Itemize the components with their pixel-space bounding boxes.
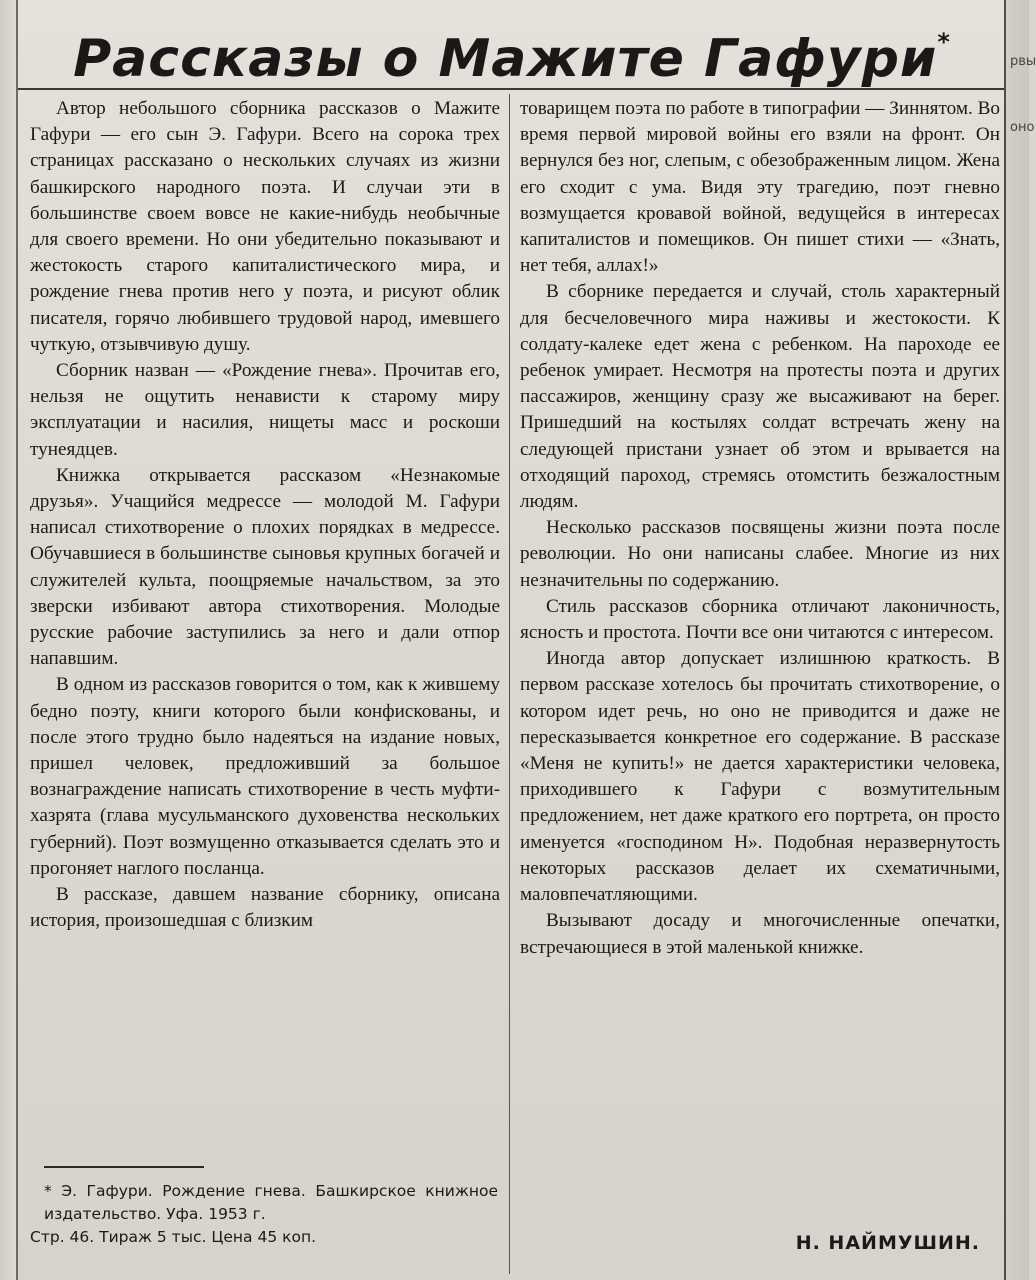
right-column (520, 96, 1000, 961)
paragraph: Несколько рассказов посвящены жизни поэта после революции. Но они написаны слабее. Многие из них незначительны по содержанию. (520, 517, 1000, 591)
paragraph: Стиль рассказов сборника отличают лаконичность, ясность и простота. Почти все они читаются с интересом. (520, 595, 1000, 644)
margin-fragment: оно (1010, 120, 1035, 135)
author-signature: Н. НАЙМУШИН. (795, 1232, 980, 1254)
paragraph: Иногда автор допускает излишнюю краткость. В первом рассказе хотелось бы прочитать стихотворение, о котором идет речь, но оно не приводится и даже не пересказывается конкретное его содержание. В рассказе «Меня не купить!» не дается характеристики человека, приходившего к Гафури с возмутительным предложением, нет даже краткого его портрета, он просто именуется «господином Н». Подобная неразвернутость некоторых рассказов делает их схематичными, маловпечатляющими. (520, 648, 1000, 906)
left-column (30, 96, 500, 935)
adjacent-page-strip (1004, 0, 1036, 1280)
footnote-rule (44, 1166, 204, 1168)
column-divider (509, 94, 510, 1274)
left-page-edge (0, 0, 18, 1280)
paragraph: Сборник назван — «Рождение гнева». Прочитав его, нельзя не ощутить ненависти к старому миру эксплуатации и насилия, нищеты масс и роскоши тунеядцев. (30, 360, 500, 460)
footnote-mark: * (44, 1182, 52, 1200)
paragraph: Книжка открывается рассказом «Незнакомые друзья». Учащийся медрессе — молодой М. Гафури написал стихотворение о плохих порядках в медрессе. Обучавшиеся в большинстве сыновья крупных богачей и служителей культа, поощряемые начальством, за это зверски избивают автора стихотворения. Молодые русские рабочие заступились за него и дали отпор напавшим. (30, 464, 500, 670)
headline-footnote-mark: * (937, 28, 951, 56)
paragraph-continuation: товарищем поэта по работе в типографии — Зиннятом. Во время первой мировой войны его взяли на фронт. Он вернулся без ног, слепым, с обезображенным лицом. Жена его сходит с ума. Видя эту трагедию, поэт гневно возмущается кровавой войной, ведущейся в интересах капиталистов и помещиков. Он пишет стихи — «Знать, нет тебя, аллах!» (520, 98, 1000, 277)
footnote-line: Стр. 46. Тираж 5 тыс. Цена 45 коп. (30, 1228, 317, 1246)
footnote-line (30, 1180, 498, 1226)
paragraph: Вызывают досаду и многочисленные опечатки, встречающиеся в этой маленькой книжке. (520, 910, 1000, 958)
headline-text: Рассказы о Мажите Гафури (73, 29, 938, 89)
footnote (30, 1180, 498, 1249)
paragraph: В рассказе, давшем название сборнику, описана история, произошедшая с близким (30, 884, 500, 932)
article-headline (20, 2, 1004, 89)
paragraph: Автор небольшого сборника рассказов о Мажите Гафури — его сын Э. Гафури. Всего на сорока трех страницах рассказано о нескольких случаях из жизни башкирского народного поэта. И случаи эти в большинстве своем вовсе не какие-нибудь необычные для своего времени. Но они убедительно показывают и жестокость старого капиталистического мира, и рождение гнева против него у поэта, и рисуют облик писателя, горячо любившего трудовой народ, имевшего чуткую, отзывчивую душу. (30, 98, 500, 355)
paragraph: В сборнике передается и случай, столь характерный для бесчеловечного мира наживы и жестокости. К солдату-калеке едет жена с ребенком. На пароходе ее ребенок умирает. Несмотря на протесты поэта и других пассажиров, женщину сразу же высаживают на берег. Пришедший на костылях солдат встречать жену на следующей пристани узнает об этом и врывается на отходящий пароход, стремясь отомстить безжалостным людям. (520, 281, 1000, 513)
footnote-citation: Э. Гафури. Рождение гнева. Башкирское книжное издательство. Уфа. 1953 г. (44, 1182, 498, 1223)
headline-rule (18, 88, 1004, 90)
paragraph: В одном из рассказов говорится о том, как к жившему бедно поэту, книги которого были конфискованы, и после этого трудно было надеяться на издание новых, пришел человек, предложивший за большое вознаграждение написать стихотворение в честь муфти-хазрята (глава мусульманского духовенства нескольких губерний). Поэт возмущенно отказывается сделать это и прогоняет наглого посланца. (30, 674, 500, 879)
margin-fragment: рвы (1010, 54, 1036, 69)
